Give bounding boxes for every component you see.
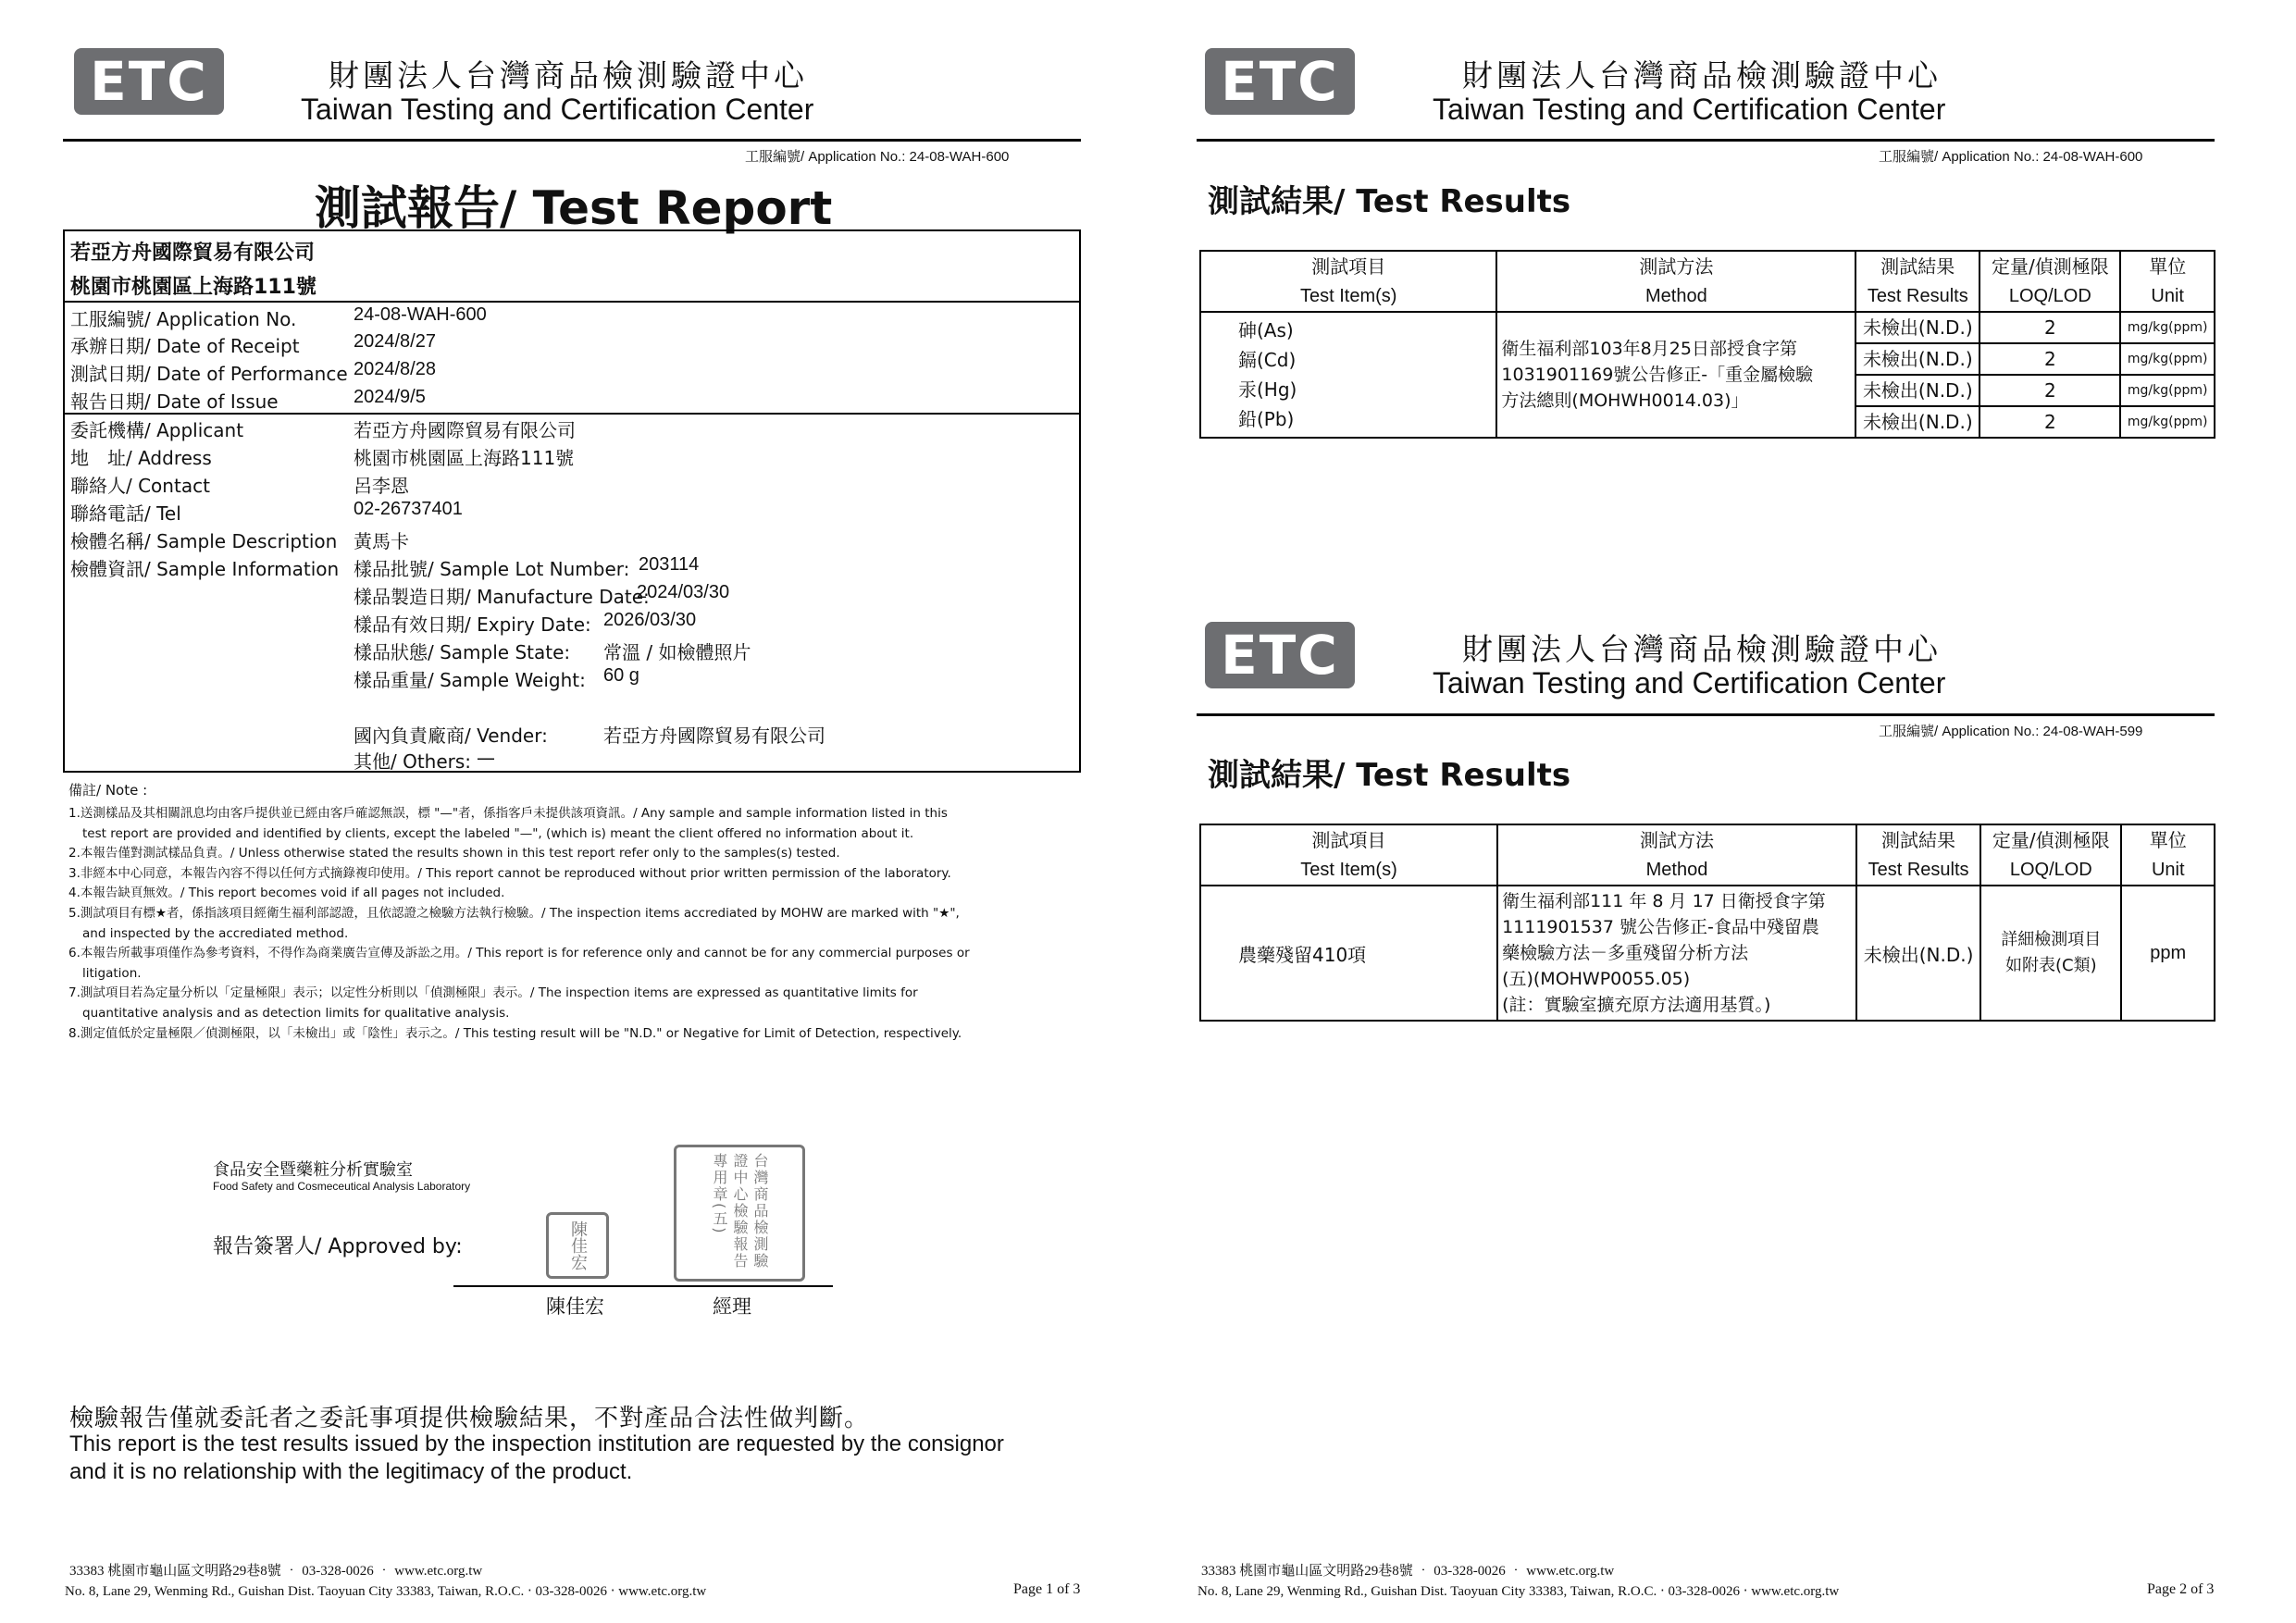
mfg-value: 2024/03/30: [637, 582, 730, 602]
signature-line: [453, 1285, 833, 1287]
note-line: 8.測定值低於定量極限／偵測極限，以「未檢出」或「陰性」表示之。/ This testing result will be "N.D." or Negative for Limit of Detection, respectively.: [68, 1025, 962, 1041]
org-name-en: Taiwan Testing and Certification Center: [1433, 93, 1946, 126]
address-value: 桃園市桃園區上海路111號: [354, 447, 575, 469]
header-en: Test Item(s): [1299, 286, 1397, 306]
page-number: Page 1 of 3: [1013, 1581, 1081, 1597]
method-line: 藥檢驗方法－多重殘留分析方法: [1502, 943, 1749, 963]
header-cn: 測試方法: [1640, 829, 1714, 851]
result-cell: 未檢出(N.D.): [1856, 344, 1979, 376]
method-line: 1031901169號公告修正-「重金屬檢驗: [1501, 365, 1814, 385]
footer-en: No. 8, Lane 29, Wenming Rd., Guishan Dist. Taoyuan City 33383, Taiwan, R.O.C. ‧ 03-328-0026 ‧ www.etc.org.tw: [65, 1584, 707, 1599]
table-row: [1200, 312, 2215, 438]
note-title: 備註/ Note :: [68, 782, 148, 799]
header-rule: [63, 139, 1081, 142]
header-en: Unit: [2151, 286, 2184, 306]
applicant-value: 若亞方舟國際貿易有限公司: [354, 419, 576, 441]
item-cell: 砷(As): [1238, 319, 1294, 341]
note-line: 1.送測樣品及其相關訊息均由客戶提供並已經由客戶確認無誤，標 "—"者，係指客戶未提供該項資訊。/ Any sample and sample information listed in this: [68, 806, 948, 821]
header-en: Unit: [2151, 860, 2185, 880]
item-cell: 鉛(Pb): [1238, 408, 1295, 430]
org-name-en: Taiwan Testing and Certification Center: [301, 93, 814, 126]
header-en: Test Results: [1867, 286, 1968, 306]
weight-value: 60 g: [603, 665, 639, 686]
header-en: Test Results: [1868, 860, 1969, 880]
company-address: 桃園市桃園區上海路111號: [70, 276, 316, 299]
personal-seal: 陳佳宏: [546, 1212, 609, 1279]
item-cell: 鎘(Cd): [1238, 349, 1297, 371]
lot-label: 樣品批號/ Sample Lot Number:: [354, 558, 630, 580]
others-value: —: [477, 747, 495, 769]
table-header-row: [1200, 251, 2215, 312]
approved-by: 報告簽署人/ Approved by:: [213, 1235, 463, 1258]
expiry-label: 樣品有效日期/ Expiry Date:: [354, 613, 591, 636]
results-table-pesticides: [1199, 824, 2215, 1022]
unit-cell: mg/kg(ppm): [2127, 415, 2208, 429]
header-cn: 測試結果: [1881, 829, 1956, 851]
application-no: 工服編號/ Application No.: 24-08-WAH-600: [1879, 149, 2143, 165]
org-name-cn: 財團法人台灣商品檢測驗證中心: [329, 60, 808, 93]
signer-title: 經理: [713, 1295, 751, 1318]
tel-value: 02-26737401: [354, 499, 463, 519]
method-line: 方法總則(MOHWH0014.03)」: [1501, 390, 1749, 411]
header-cn: 定量/偵測極限: [1992, 829, 2110, 851]
note-line: quantitative analysis and as detection limits for qualitative analysis.: [82, 1005, 510, 1021]
lab-name-en: Food Safety and Cosmeceutical Analysis Laboratory: [213, 1180, 471, 1193]
item-cell: 農藥殘留410項: [1238, 943, 1367, 966]
field-value: 24-08-WAH-600: [354, 304, 487, 325]
lot-value: 203114: [639, 554, 700, 575]
header-en: LOQ/LOD: [2008, 286, 2091, 306]
others-label: 其他/ Others:: [354, 750, 472, 773]
note-line: 2.本報告僅對測試樣品負責。/ Unless otherwise stated the results shown in this test report refer only to the samples(s) tested.: [68, 846, 840, 861]
item-cell: 汞(Hg): [1238, 378, 1297, 401]
method-line: 衛生福利部111 年 8 月 17 日衛授食字第: [1502, 891, 1826, 911]
disclaimer-en: and it is no relationship with the legitimacy of the product.: [69, 1459, 633, 1484]
header-rule: [1197, 139, 2215, 142]
loq-cell: 2: [2043, 411, 2056, 433]
method-line: 1111901537 號公告修正-食品中殘留農: [1502, 917, 1819, 937]
expiry-value: 2026/03/30: [603, 610, 697, 630]
applicant-label: 委託機構/ Applicant: [70, 419, 244, 441]
sample-info-label: 檢體資訊/ Sample Information: [70, 558, 340, 580]
disclaimer-cn: 檢驗報告僅就委託者之委託事項提供檢驗結果，不對產品合法性做判斷。: [69, 1405, 870, 1432]
footer-cn: 33383 桃園市龜山區文明路29巷8號 ‧ 03-328-0026 ‧ www.etc.org.tw: [69, 1564, 483, 1579]
note-line: test report are provided and identified by clients, except the labeled "—", (which is) meant the client offered no information about it.: [82, 825, 914, 841]
etc-logo: ETC: [1205, 48, 1355, 115]
note-line: 4.本報告缺頁無效。/ This report becomes void if all pages not included.: [68, 886, 505, 901]
results-table-heavy-metals: [1199, 250, 2215, 439]
contact-label: 聯絡人/ Contact: [70, 475, 210, 497]
mfg-label: 樣品製造日期/ Manufacture Date:: [354, 586, 650, 608]
notes-list: [68, 804, 970, 1044]
table-row: [1200, 886, 2215, 1021]
disclaimer-en: This report is the test results issued by the inspection institution are requested by the consignor: [69, 1431, 1004, 1456]
header-en: Method: [1645, 286, 1707, 306]
tel-label: 聯絡電話/ Tel: [70, 502, 181, 525]
state-label: 樣品狀態/ Sample State:: [354, 641, 571, 663]
loq-cell: 2: [1980, 376, 2119, 407]
divider: [63, 301, 1081, 303]
method-line: (五)(MOHWP0055.05): [1502, 969, 1691, 989]
sample-desc-label: 檢體名稱/ Sample Description: [70, 530, 338, 552]
note-line: 6.本報告所載事項僅作為參考資料，不得作為商業廣告宣傳及訴訟之用。/ This report is for reference only and cannot be for any commercial purposes or: [68, 946, 970, 961]
company-name: 若亞方舟國際貿易有限公司: [70, 242, 316, 265]
method-line: (註：實驗室擴充原方法適用基質。): [1502, 995, 1771, 1015]
weight-label: 樣品重量/ Sample Weight:: [354, 669, 586, 691]
table-header-row: [1200, 824, 2215, 886]
etc-logo: ETC: [74, 48, 224, 115]
loq-cell: 詳細檢測項目: [2001, 930, 2102, 949]
header-en: Method: [1645, 860, 1708, 880]
loq-cell: 2: [1980, 313, 2119, 344]
vender-value: 若亞方舟國際貿易有限公司: [603, 725, 825, 747]
field-label: 承辦日期/ Date of Receipt: [70, 335, 300, 357]
field-label: 工服編號/ Application No.: [70, 308, 297, 330]
field-value: 2024/8/27: [354, 331, 436, 352]
note-line: 7.測試項目若為定量分析以「定量極限」表示；以定性分析則以「偵測極限」表示。/ The inspection items are expressed as quantitative limits for: [68, 985, 918, 1001]
result-cell: 未檢出(N.D.): [1862, 411, 1973, 433]
page-number: Page 2 of 3: [2147, 1581, 2215, 1597]
results-title: 測試結果/ Test Results: [1208, 757, 1571, 794]
state-value: 常溫 / 如檢體照片: [603, 641, 751, 663]
field-label: 報告日期/ Date of Issue: [70, 390, 279, 413]
results-title: 測試結果/ Test Results: [1208, 183, 1571, 220]
header-en: Test Item(s): [1300, 860, 1397, 880]
unit-cell: mg/kg(ppm): [2121, 376, 2214, 407]
header-cn: 單位: [2149, 255, 2187, 278]
divider: [63, 413, 1081, 415]
etc-logo: ETC: [1205, 622, 1355, 688]
org-name-cn: 財團法人台灣商品檢測驗證中心: [1462, 634, 1942, 667]
application-no: 工服編號/ Application No.: 24-08-WAH-599: [1879, 724, 2143, 739]
header-cn: 單位: [2149, 829, 2187, 851]
header-cn: 測試結果: [1880, 255, 1955, 278]
vender-label: 國內負責廠商/ Vender:: [354, 725, 548, 747]
address-label: 地 址/ Address: [70, 447, 212, 469]
report-title: 測試報告/ Test Report: [315, 181, 833, 235]
field-value: 2024/9/5: [354, 387, 426, 407]
footer-cn: 33383 桃園市龜山區文明路29巷8號 ‧ 03-328-0026 ‧ www.etc.org.tw: [1201, 1564, 1615, 1579]
header-cn: 測試項目: [1311, 255, 1386, 278]
field-label: 測試日期/ Date of Performance: [70, 363, 348, 385]
header-cn: 測試方法: [1639, 255, 1714, 278]
unit-cell: ppm: [2150, 942, 2187, 963]
company-seal: 台灣商品檢測驗證中心檢驗報告專用章(五): [674, 1145, 805, 1282]
loq-cell: 如附表(C類): [2004, 956, 2097, 975]
header-rule: [1197, 713, 2215, 716]
unit-cell: mg/kg(ppm): [2121, 344, 2214, 376]
header-en: LOQ/LOD: [2009, 860, 2092, 880]
loq-cell: 2: [1980, 344, 2119, 376]
signer-name: 陳佳宏: [546, 1295, 604, 1318]
unit-cell: mg/kg(ppm): [2121, 313, 2214, 344]
note-line: 5.測試項目有標★者，係指該項目經衛生福利部認證，且依認證之檢驗方法執行檢驗。/ The inspection items accrediated by MOHW are marked with "★",: [68, 905, 960, 921]
note-line: 3.非經本中心同意，本報告內容不得以任何方式摘錄複印使用。/ This report cannot be reproduced without prior written permission of the laboratory.: [68, 865, 951, 881]
sample-desc-value: 黃馬卡: [354, 530, 409, 552]
application-no: 工服編號/ Application No.: 24-08-WAH-600: [745, 149, 1010, 165]
org-name-cn: 財團法人台灣商品檢測驗證中心: [1462, 60, 1942, 93]
result-cell: 未檢出(N.D.): [1856, 376, 1979, 407]
result-cell: 未檢出(N.D.): [1856, 313, 1979, 344]
org-name-en: Taiwan Testing and Certification Center: [1433, 666, 1946, 700]
header-cn: 定量/偵測極限: [1991, 255, 2109, 278]
footer-en: No. 8, Lane 29, Wenming Rd., Guishan Dist. Taoyuan City 33383, Taiwan, R.O.C. ‧ 03-328-0026 ‧ www.etc.org.tw: [1198, 1584, 1840, 1599]
note-line: and inspected by the accrediated method.: [82, 925, 349, 941]
header-cn: 測試項目: [1311, 829, 1386, 851]
note-line: litigation.: [82, 965, 142, 981]
method-line: 衛生福利部103年8月25日部授食字第: [1501, 339, 1797, 359]
contact-value: 呂李恩: [354, 475, 409, 497]
field-value: 2024/8/28: [354, 359, 436, 379]
result-cell: 未檢出(N.D.): [1863, 943, 1974, 966]
lab-name-cn: 食品安全暨藥粧分析實驗室: [213, 1160, 413, 1180]
